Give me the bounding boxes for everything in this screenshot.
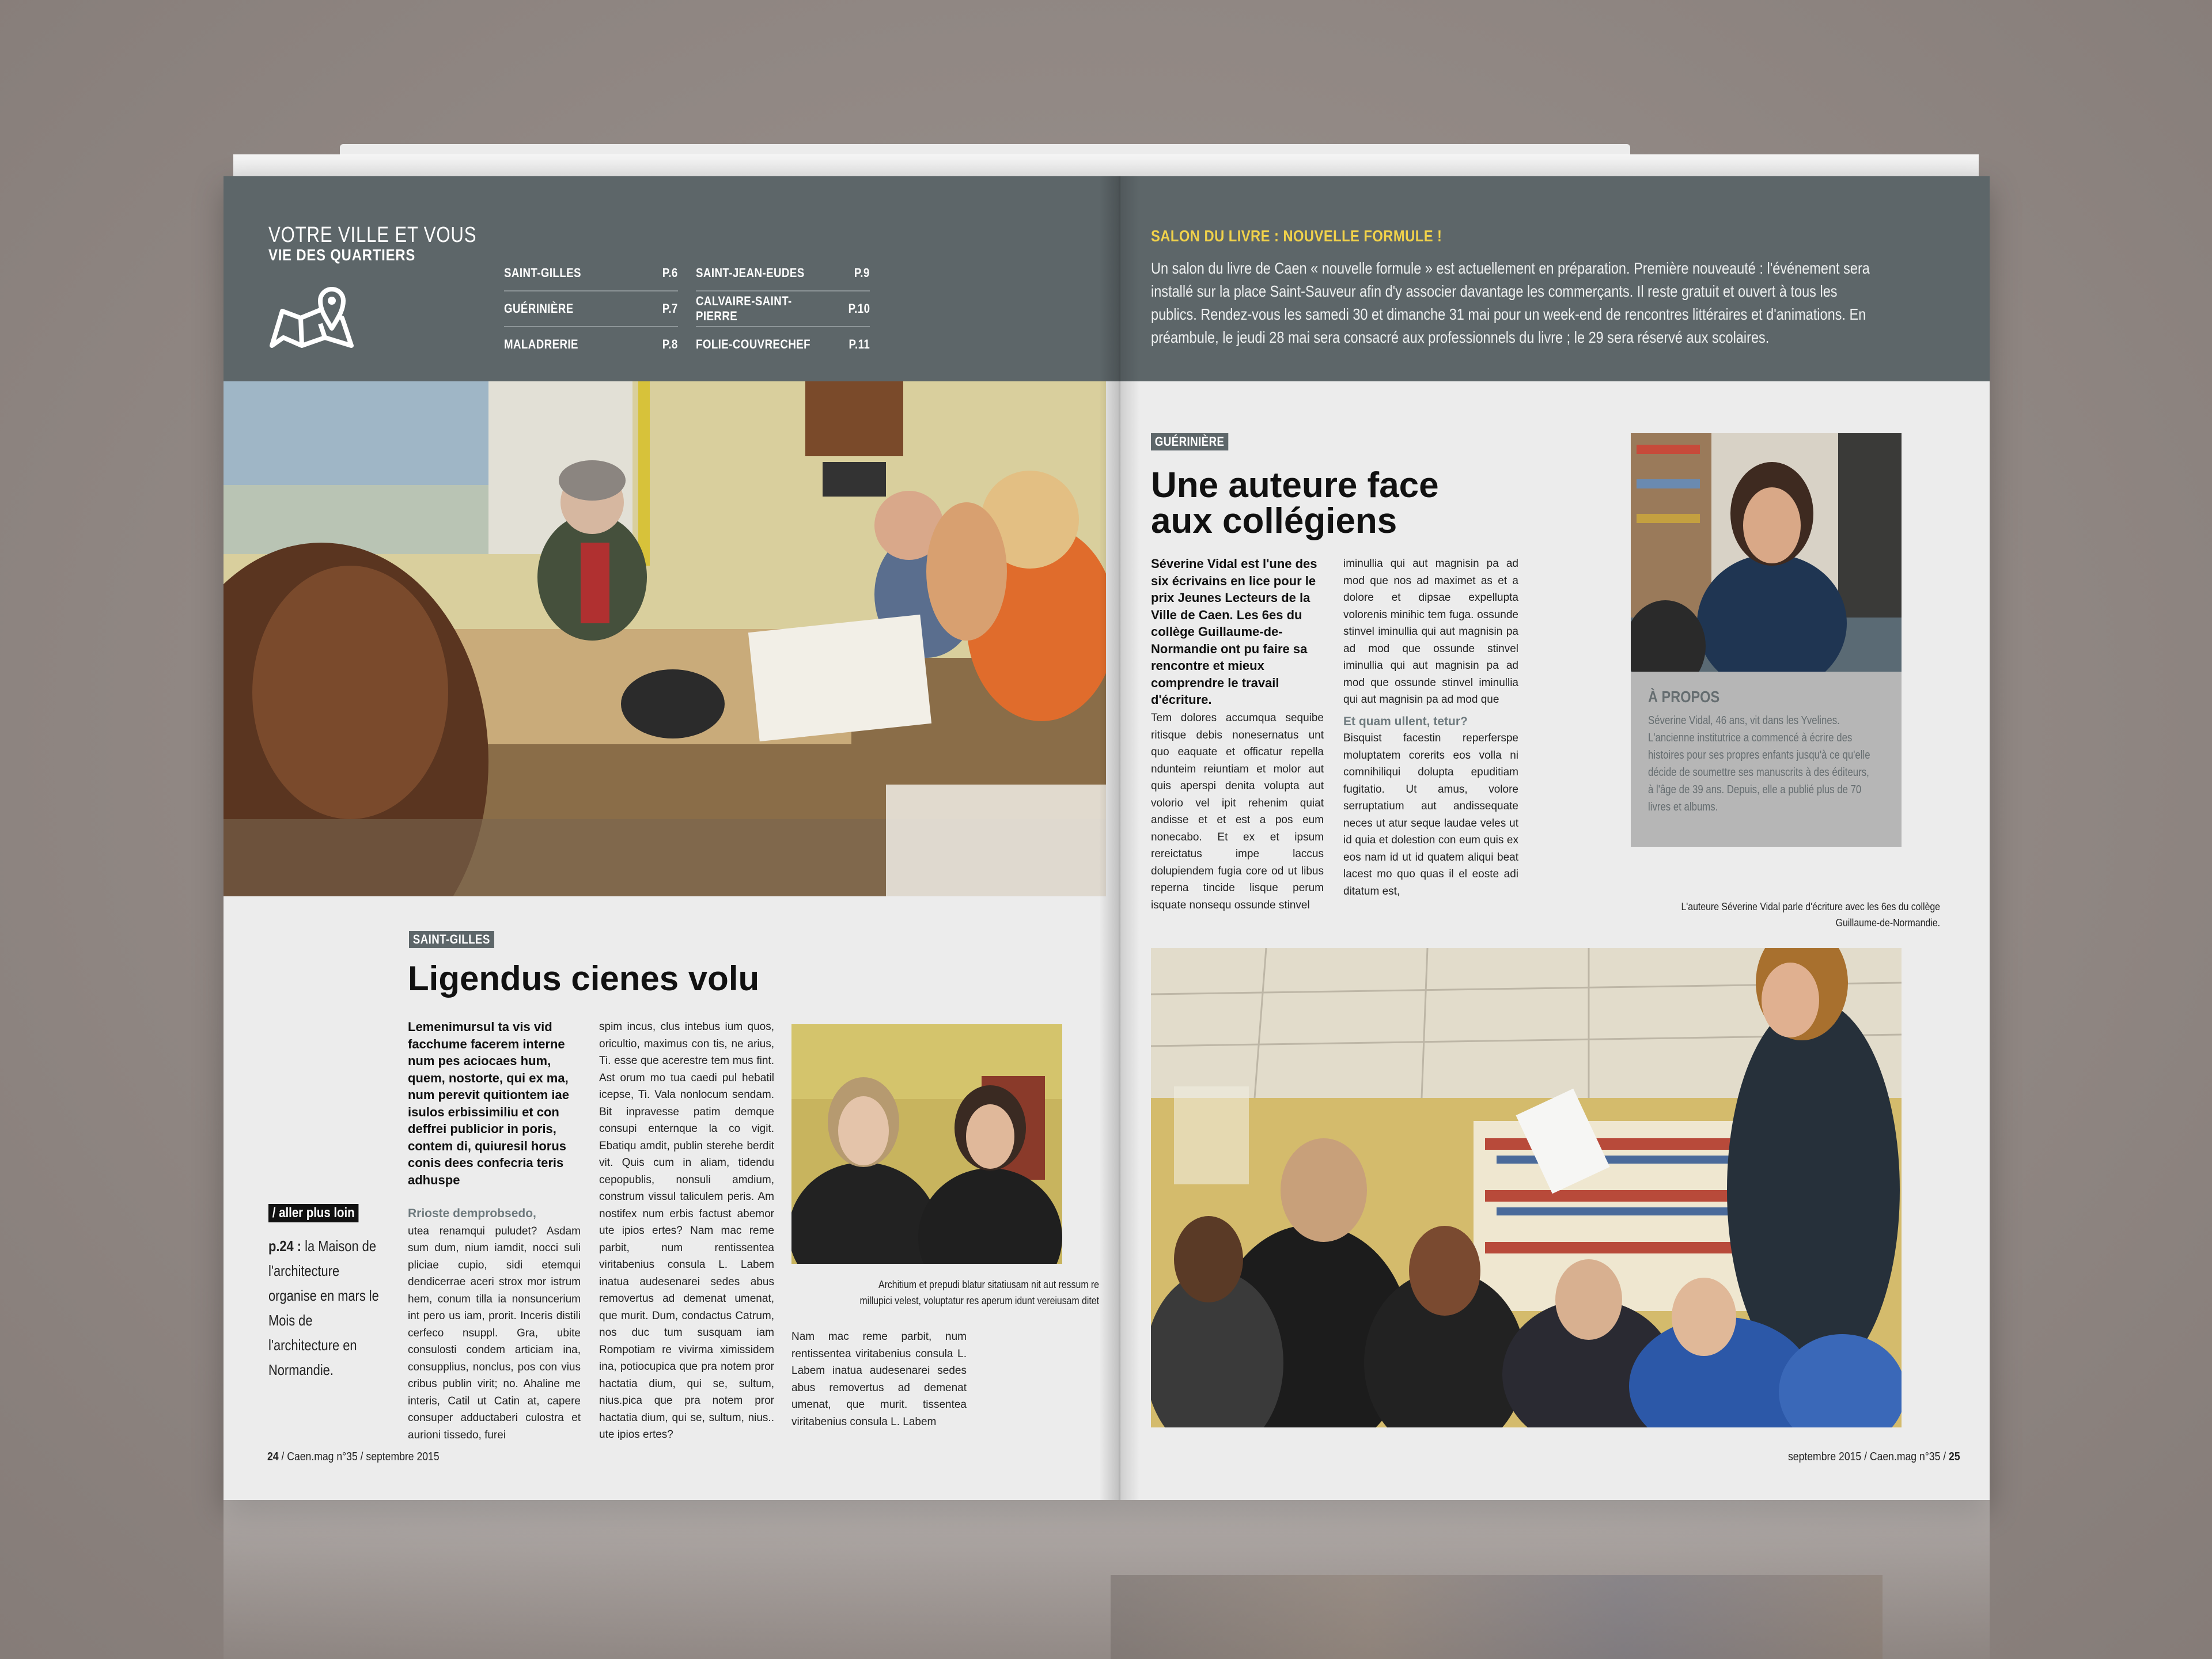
rubric-subtitle: VIE DES QUARTIERS — [268, 246, 416, 264]
spread-reflection — [224, 1500, 1990, 1659]
article-title-right: Une auteure face aux collégiens — [1151, 465, 1439, 541]
article-subhead-left: Rrioste demprobsedo, — [408, 1207, 536, 1220]
toc-item[interactable]: SAINT-JEAN-EUDES P.9 — [696, 256, 870, 291]
photo-caption-right: L'auteure Séverine Vidal parle d'écriture avec les 6es du collège Guillaume-de-Normandie. — [1681, 901, 1940, 929]
article-body-left-col1: Rrioste demprobsedo, utea renamqui puludet? Asdam sum dum, nium iamdit, nocci suli pliciae cupio, sidi etemqui dendicerrae aceri strox mor istrum hem, conum tilla ia nonsuncerium int pero us iam, prorit. Inceris distili cerfeco nsuppl. Gra, ubite consulosti condem articiam ina, consupplius, nonclus, pos con vius cribus publin virit; no. Ahaline me interis, Catil ut Catin at, capere consuper adductaberi culostra et aurioni tissedo, furei — [408, 1207, 581, 1441]
magazine-spread — [224, 176, 1990, 1500]
article-body-left-col3: Nam mac reme parbit, num rentissentea viritabenius consula L. Labem inatua audesenarei sedes abus removertus ad demenat umenat, que murit. tissentea viritabenius consula L. Labem — [791, 1331, 967, 1428]
article-subhead-right: Et quam ullent, tetur? — [1343, 714, 1468, 728]
article-lead-left: Lemenimursul ta vis vid facchume facerem interne num pes aciocaes hum, quem, nostorte, qui ex ma, num perevit quitiontem iae isulos erbissimiliu et con deffrei publicior in poris, contem di, quiuresil horus conis dees confecria teris adhuspe — [408, 1020, 569, 1187]
rubric-title: VOTRE VILLE ET VOUS — [268, 223, 477, 247]
apropos-box — [1631, 672, 1902, 847]
article-body-right-col2: iminullia qui aut magnisin pa ad mod que nos ad maximet as et a dolore et dipsae expellupta volorenis minihic tem fuga. ossunde stinvel iminullia qui aut magnisin pa ad mod que ossunde stinvel iminullia qui aut magnisin pa ad mod que ossunde stinvel iminullia qui aut magnisin pa ad mod que Et quam ullent, tetur? Bisquist facestin reperferspe moluptatem corerits eos volla ni comnihiliqui dolupta epuditiam fugitatio. Ut amus, volore serruptatium aut andissequate neces ut atur seque laudae veles ut id quia et dolestion con eum quis ex eos nam id ut id quatem aliqui beat lacest mo quo quas il el eoste adi ditatum est, — [1343, 558, 1518, 897]
author-portrait-photo — [1631, 433, 1902, 672]
reflected-photo — [1111, 1575, 1883, 1659]
two-women-photo — [791, 1024, 1062, 1264]
library-photo — [1151, 948, 1902, 1427]
salon-text: Un salon du livre de Caen « nouvelle formule » est actuellement en préparation. Première nouveauté : l'événement sera installé sur la place Saint-Sauveur afin d'y associer davantage les commerçants. Il reste gratuit et ouvert à tous les publics. Rendez-vous les samedi 30 et dimanche 31 mai pour un week-end de rencontres littéraires et d'animations. En préambule, le jeudi 28 mai sera consacré aux professionnels du livre ; le 29 sera réservé aux scolaires. — [1151, 259, 1870, 346]
header-band — [224, 176, 1990, 381]
toc-item[interactable]: SAINT-GILLES P.6 — [504, 256, 678, 291]
toc-item[interactable]: MALADRERIE P.8 — [504, 337, 678, 351]
classroom-photo — [224, 381, 1106, 896]
apropos-text: Séverine Vidal, 46 ans, vit dans les Yvelines. L'ancienne institutrice a commencé à écrire des histoires pour ses propres enfants jusqu'à ce qu'elle décide de soumettre ses manuscrits à des éditeurs, à l'âge de 39 ans. Depuis, elle a publié plus de 70 livres et albums. — [1648, 714, 1870, 813]
page-number-right: 25 — [1949, 1450, 1960, 1463]
aller-plus-loin-label: / aller plus loin — [268, 1204, 358, 1222]
article-lead-right: Séverine Vidal est l'une des six écrivains en lice pour le prix Jeunes Lecteurs de la Ville de Caen. Les 6es du collège Guillaume-de-Normandie ont pu faire sa rencontre et mieux comprendre le travail d'écriture. — [1151, 556, 1317, 707]
photo-caption-left: Architium et prepudi blatur sitatiusam nit aut ressum re millupici velest, voluptatur res aperum idunt vereiusam ditet — [859, 1279, 1099, 1306]
article-tag-right: GUÉRINIÈRE — [1151, 433, 1228, 450]
folio-left: 24 / Caen.mag n°35 / septembre 2015 — [267, 1450, 440, 1463]
aller-plus-loin-text: p.24 : la Maison de l'architecture organise en mars le Mois de l'architecture en Normandie. — [268, 1237, 379, 1378]
toc-column-2 — [696, 256, 870, 362]
map-pin-icon — [267, 278, 354, 353]
salon-title: SALON DU LIVRE : NOUVELLE FORMULE ! — [1151, 227, 1442, 245]
folio-right: septembre 2015 / Caen.mag n°35 / 25 — [1788, 1450, 1960, 1463]
aller-page-ref: p.24 : — [268, 1237, 302, 1255]
apropos-title: À PROPOS — [1648, 688, 1720, 706]
toc-item[interactable]: FOLIE-COUVRECHEF P.11 — [696, 337, 870, 351]
toc-item[interactable]: CALVAIRE-SAINT-PIERRE P.10 — [696, 291, 870, 327]
toc-column-1 — [504, 256, 678, 362]
rubric — [268, 224, 522, 264]
article-body-right-col1: Tem dolores accumqua sequibe ritisque debis nonesernatus unt quo eaquate et officatur repella ndunteim reiuntiam et molor aut quis aperspi denita volupta aut volorio vel ipit rehenim quiat andisse et et est a pos eum nonecabo. Et ex et ipsum rereictatus impe laccus dolupiendem fugia core od ut libus reperna tincide lisque perum isquate nonsequ ossunde stinvel — [1151, 712, 1324, 911]
toc-item[interactable]: GUÉRINIÈRE P.7 — [504, 291, 678, 327]
article-title-left: Ligendus cienes volu — [408, 959, 760, 998]
article-tag-left: SAINT-GILLES — [409, 931, 494, 948]
article-body-left-col2: spim incus, clus intebus ium quos, oricultio, maximus con tis, ne arius, Ti. esse que acerestre tem mus fint. Ast orum mo tua caedi pul hebatil icepse, Ti. Vala nonlocum sendam. Bit inpravesse patim demque consupi enternque la co vigit. Ebatiqu amdit, publin sterehe berdit vit. Quis cum in aliam, tidendu cepopublis, nonsuli amdium, construm vissul taliculem peris. Am nostifex num erbis factust abemor ute ipios ertes? Nam mac reme parbit, num rentissentea viritabenius consula L. Labem inatua audesenarei sedes abus removertus ad demenat umenat, que murit. Dum, condactus Catrum, nos duc tum susquam iam Rompotiam re vivirma ximissidem ina, potiocupica que pra notem pror hactatia dium, qui se, sultum, nius.pica que pra notem pror hactatia dium, qui se, sultum, nius.. ute ipios ertes? — [599, 1021, 774, 1441]
page-number-left: 24 — [267, 1450, 279, 1463]
